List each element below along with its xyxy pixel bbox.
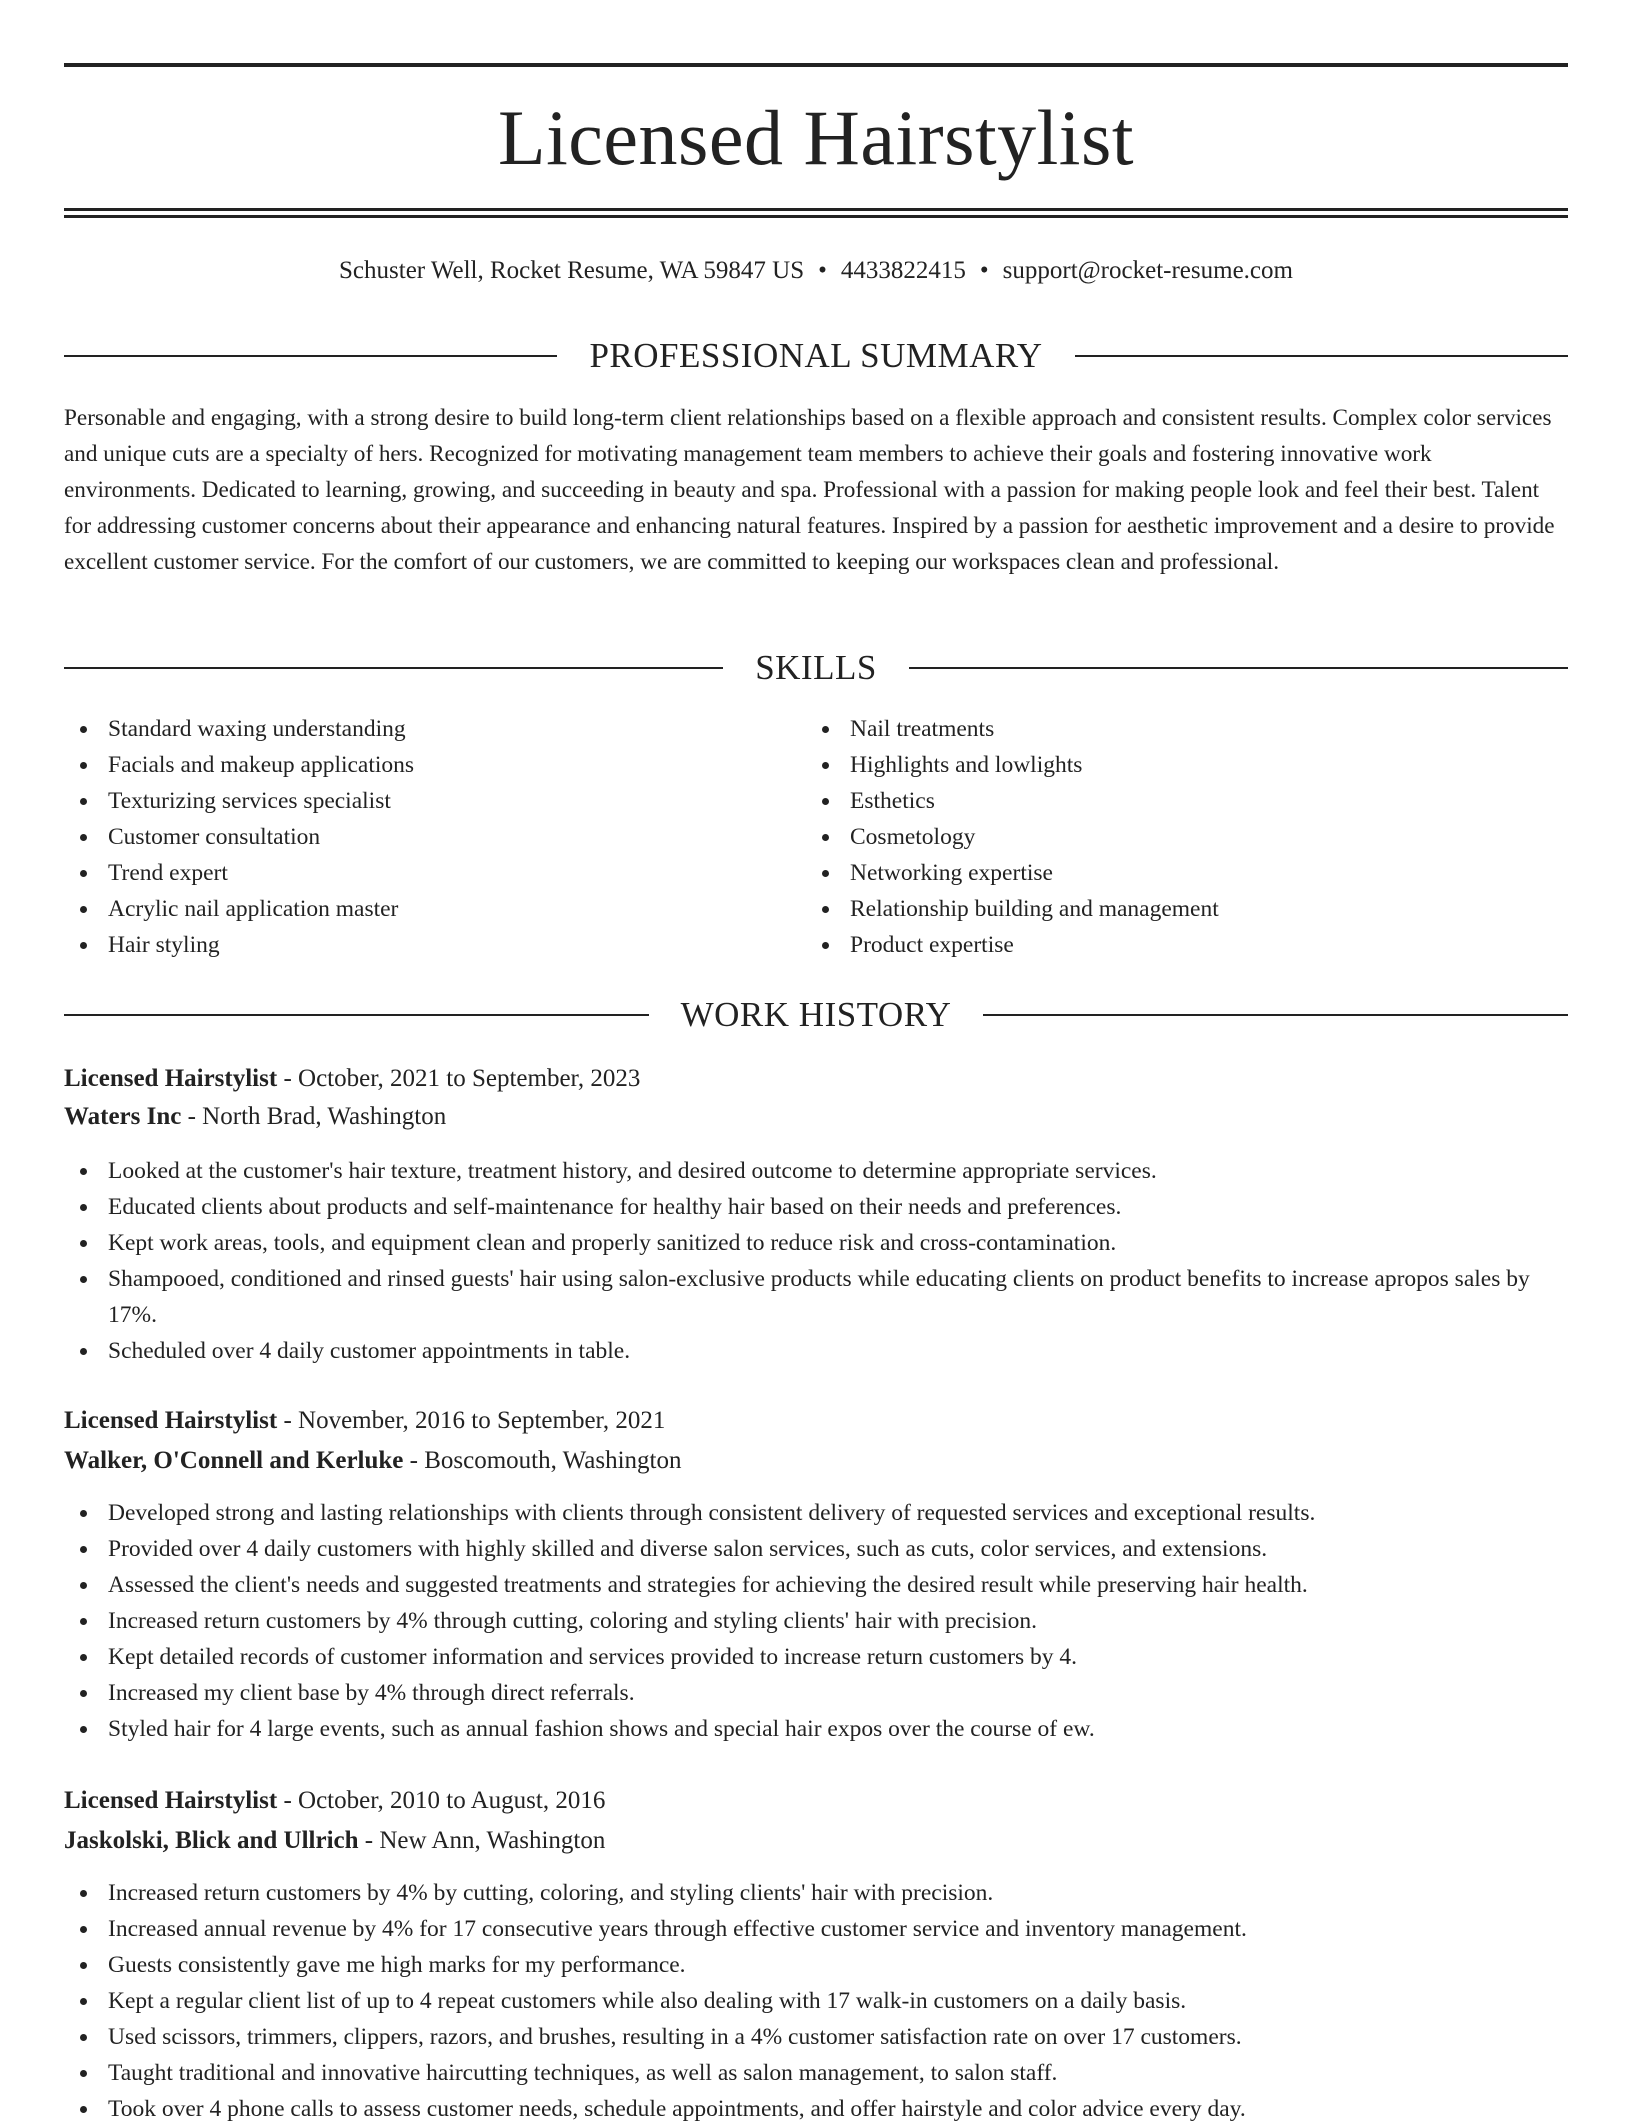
contact-email: support@rocket-resume.com <box>1002 257 1293 284</box>
work-heading <box>64 993 1568 1037</box>
job-company: Jaskolski, Blick and Ullrich <box>64 1827 359 1854</box>
job-bullet: Guests consistently gave me high marks for my performance. <box>64 1947 1568 1983</box>
top-rule <box>64 63 1568 67</box>
skill-item: Esthetics <box>806 783 1566 819</box>
job-bullet: Looked at the customer's hair texture, treatment history, and desired outcome to determine appropriate services. <box>64 1153 1568 1189</box>
job-bullet: Increased annual revenue by 4% for 17 consecutive years through effective customer service and inventory management. <box>64 1911 1568 1947</box>
job-company-line <box>64 1099 1568 1135</box>
skills-list-right <box>806 711 1566 963</box>
job-title-line <box>64 1403 1568 1439</box>
job-location: - Boscomouth, Washington <box>403 1447 682 1474</box>
job-company: Waters Inc <box>64 1103 182 1130</box>
job-bullets <box>64 1495 1568 1747</box>
heading-rule-right <box>909 667 1568 669</box>
summary-heading <box>64 334 1568 378</box>
skill-item: Acrylic nail application master <box>64 891 784 927</box>
job-dates: - October, 2010 to August, 2016 <box>277 1787 606 1814</box>
title-rule-upper <box>64 208 1568 211</box>
skill-item: Trend expert <box>64 855 784 891</box>
job-location: - North Brad, Washington <box>181 1103 447 1130</box>
job-bullet: Increased return customers by 4% by cutting, coloring, and styling clients' hair with precision. <box>64 1875 1568 1911</box>
heading-rule-left <box>64 355 557 357</box>
work-heading-label: WORK HISTORY <box>680 995 952 1034</box>
job-bullets <box>64 1875 1568 2127</box>
heading-rule-left <box>64 1014 649 1016</box>
heading-rule-right <box>983 1014 1568 1016</box>
skill-item: Highlights and lowlights <box>806 747 1566 783</box>
job-title-line <box>64 1783 1568 1819</box>
job-role: Licensed Hairstylist <box>64 1407 278 1434</box>
contact-separator: • <box>979 257 989 284</box>
skill-item: Product expertise <box>806 927 1566 963</box>
job-bullet: Shampooed, conditioned and rinsed guests' hair using salon-exclusive products while educating clients on product benefits to increase apropos sales by 17%. <box>64 1261 1568 1333</box>
skill-item: Networking expertise <box>806 855 1566 891</box>
job-dates: - November, 2016 to September, 2021 <box>277 1407 666 1434</box>
skill-item: Nail treatments <box>806 711 1566 747</box>
job-bullet: Developed strong and lasting relationships with clients through consistent delivery of requested services and exceptional results. <box>64 1495 1568 1531</box>
job-bullet: Kept work areas, tools, and equipment clean and properly sanitized to reduce risk and cross-contamination. <box>64 1225 1568 1261</box>
contact-phone: 4433822415 <box>840 257 966 284</box>
resume-title: Licensed Hairstylist <box>497 94 1135 181</box>
job-bullet: Used scissors, trimmers, clippers, razors, and brushes, resulting in a 4% customer satisfaction rate on over 17 customers. <box>64 2019 1568 2055</box>
skill-item: Customer consultation <box>64 819 784 855</box>
skills-heading <box>64 646 1568 690</box>
job-dates: - October, 2021 to September, 2023 <box>277 1065 641 1092</box>
job-location: - New Ann, Washington <box>358 1827 606 1854</box>
skills-list-left <box>64 711 784 963</box>
skill-item: Texturizing services specialist <box>64 783 784 819</box>
job-bullet: Provided over 4 daily customers with highly skilled and diverse salon services, such as cuts, color services, and extensions. <box>64 1531 1568 1567</box>
contact-address: Schuster Well, Rocket Resume, WA 59847 US <box>339 257 805 284</box>
skill-item: Cosmetology <box>806 819 1566 855</box>
contact-separator: • <box>818 257 827 284</box>
job-company-line <box>64 1823 1568 1859</box>
job-role: Licensed Hairstylist <box>64 1787 278 1814</box>
heading-rule-left <box>64 667 723 669</box>
skill-item: Hair styling <box>64 927 784 963</box>
job-bullet: Increased return customers by 4% through cutting, coloring and styling clients' hair with precision. <box>64 1603 1568 1639</box>
skill-item: Relationship building and management <box>806 891 1566 927</box>
job-role: Licensed Hairstylist <box>64 1065 278 1092</box>
skills-heading-label: SKILLS <box>755 648 877 687</box>
contact-line <box>64 254 1568 288</box>
job-bullet: Took over 4 phone calls to assess customer needs, schedule appointments, and offer hairstyle and color advice every day. <box>64 2091 1568 2127</box>
job-bullet: Styled hair for 4 large events, such as annual fashion shows and special hair expos over the course of ew. <box>64 1711 1568 1747</box>
job-bullet: Assessed the client's needs and suggested treatments and strategies for achieving the desired result while preserving hair health. <box>64 1567 1568 1603</box>
skill-item: Standard waxing understanding <box>64 711 784 747</box>
summary-heading-label: PROFESSIONAL SUMMARY <box>589 336 1043 375</box>
job-title-line <box>64 1061 1568 1097</box>
job-company: Walker, O'Connell and Kerluke <box>64 1447 404 1474</box>
job-bullet: Kept detailed records of customer information and services provided to increase return customers by 4. <box>64 1639 1568 1675</box>
title-rule-lower <box>64 215 1568 218</box>
job-bullet: Scheduled over 4 daily customer appointments in table. <box>64 1333 1568 1369</box>
job-bullet: Taught traditional and innovative haircutting techniques, as well as salon management, to salon staff. <box>64 2055 1568 2091</box>
job-bullet: Kept a regular client list of up to 4 repeat customers while also dealing with 17 walk-in customers on a daily basis. <box>64 1983 1568 2019</box>
skill-item: Facials and makeup applications <box>64 747 784 783</box>
job-bullet: Increased my client base by 4% through direct referrals. <box>64 1675 1568 1711</box>
job-bullets <box>64 1153 1568 1369</box>
heading-rule-right <box>1075 355 1568 357</box>
job-bullet: Educated clients about products and self-maintenance for healthy hair based on their needs and preferences. <box>64 1189 1568 1225</box>
summary-text: Personable and engaging, with a strong desire to build long-term client relationships based on a flexible approach and consistent results. Complex color services and unique cuts are a specialty of hers. Recognized for motivating management team members to achieve their goals and fostering innovative work environments. Dedicated to learning, growing, and succeeding in beauty and spa. Professional with a passion for making people look and feel their best. Talent for addressing customer concerns about their appearance and enhancing natural features. Inspired by a passion for aesthetic improvement and a desire to provide excellent customer service. For the comfort of our customers, we are committed to keeping our workspaces clean and professional. <box>64 405 1555 575</box>
job-company-line <box>64 1443 1568 1479</box>
